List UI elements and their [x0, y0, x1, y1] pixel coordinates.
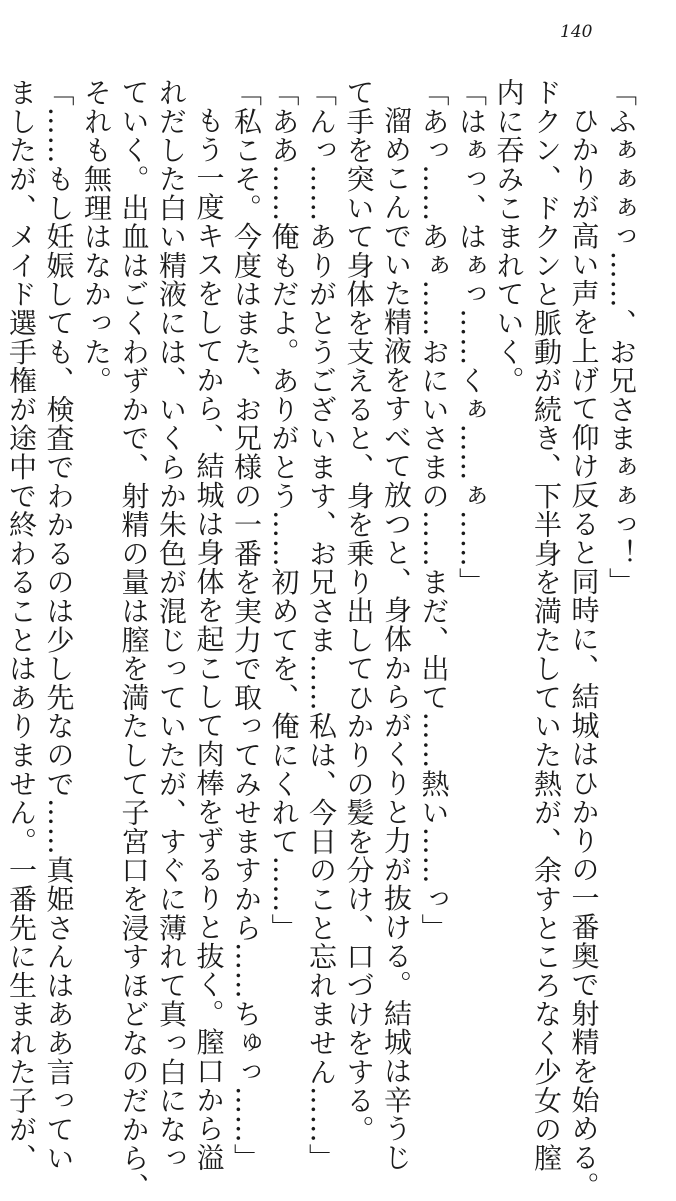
text-line: ましたが、メイド選手権が途中で終わることはありません。一番先に生まれた子が、: [5, 78, 38, 1173]
text-line: ひかりが高い声を上げて仰け反ると同時に、結城はひかりの一番奥で射精を始める。: [567, 106, 601, 1201]
text-line: それも無理はなかった。: [80, 78, 113, 395]
text-line: ドクン、ドクンと脈動が続き、下半身を満たしていた熱が、余すところなく少女の膣: [530, 78, 563, 1173]
text-line: て手を突いて身体を支えると、身を乗り出してひかりの髪を分け、口づけをする。: [342, 78, 376, 1144]
text-line: 「……もし妊娠しても、検査でわかるのは少し先なので……真姫さんはああ言ってい: [42, 78, 76, 1173]
text-line: 「ふぁぁぁっ……、お兄さまぁぁっ！」: [605, 78, 638, 597]
text-line: 「私こそ。今度はまた、お兄様の一番を実力で取ってみせますから……ちゅっ……」: [230, 78, 263, 1173]
text-line: れだした白い精液には、いくらか朱色が混じっていたが、すぐに薄れて真っ白になっ: [155, 78, 188, 1173]
text-line: 溜めこんでいた精液をすべて放つと、身体からがくりと力が抜ける。結城は辛うじ: [380, 106, 413, 1172]
text-line: 内に吞みこまれていく。: [492, 78, 526, 395]
page-number: 140: [560, 22, 593, 42]
text-line: ていく。出血はごくわずかで、射精の量は膣を満たして子宮口を浸すほどなのだから、: [117, 78, 151, 1201]
vertical-text-body: [5, 78, 640, 1201]
text-line: もう一度キスをしてから、結城は身体を起こして肉棒をずるりと抜く。膣口から溢: [192, 106, 226, 1172]
text-line: 「あっ……あぁ……おにいさまの……まだ、出て……熱い……っ」: [417, 78, 451, 942]
text-line: 「はぁっ、はぁっ……くぁ……ぁ……」: [455, 78, 488, 597]
text-line: 「んっ……ありがとうございます、お兄さま……私は、今日のこと忘れません……」: [305, 78, 338, 1173]
text-line: 「ああ……俺もだよ。ありがとう……初めてを、俺にくれて……」: [267, 78, 301, 942]
